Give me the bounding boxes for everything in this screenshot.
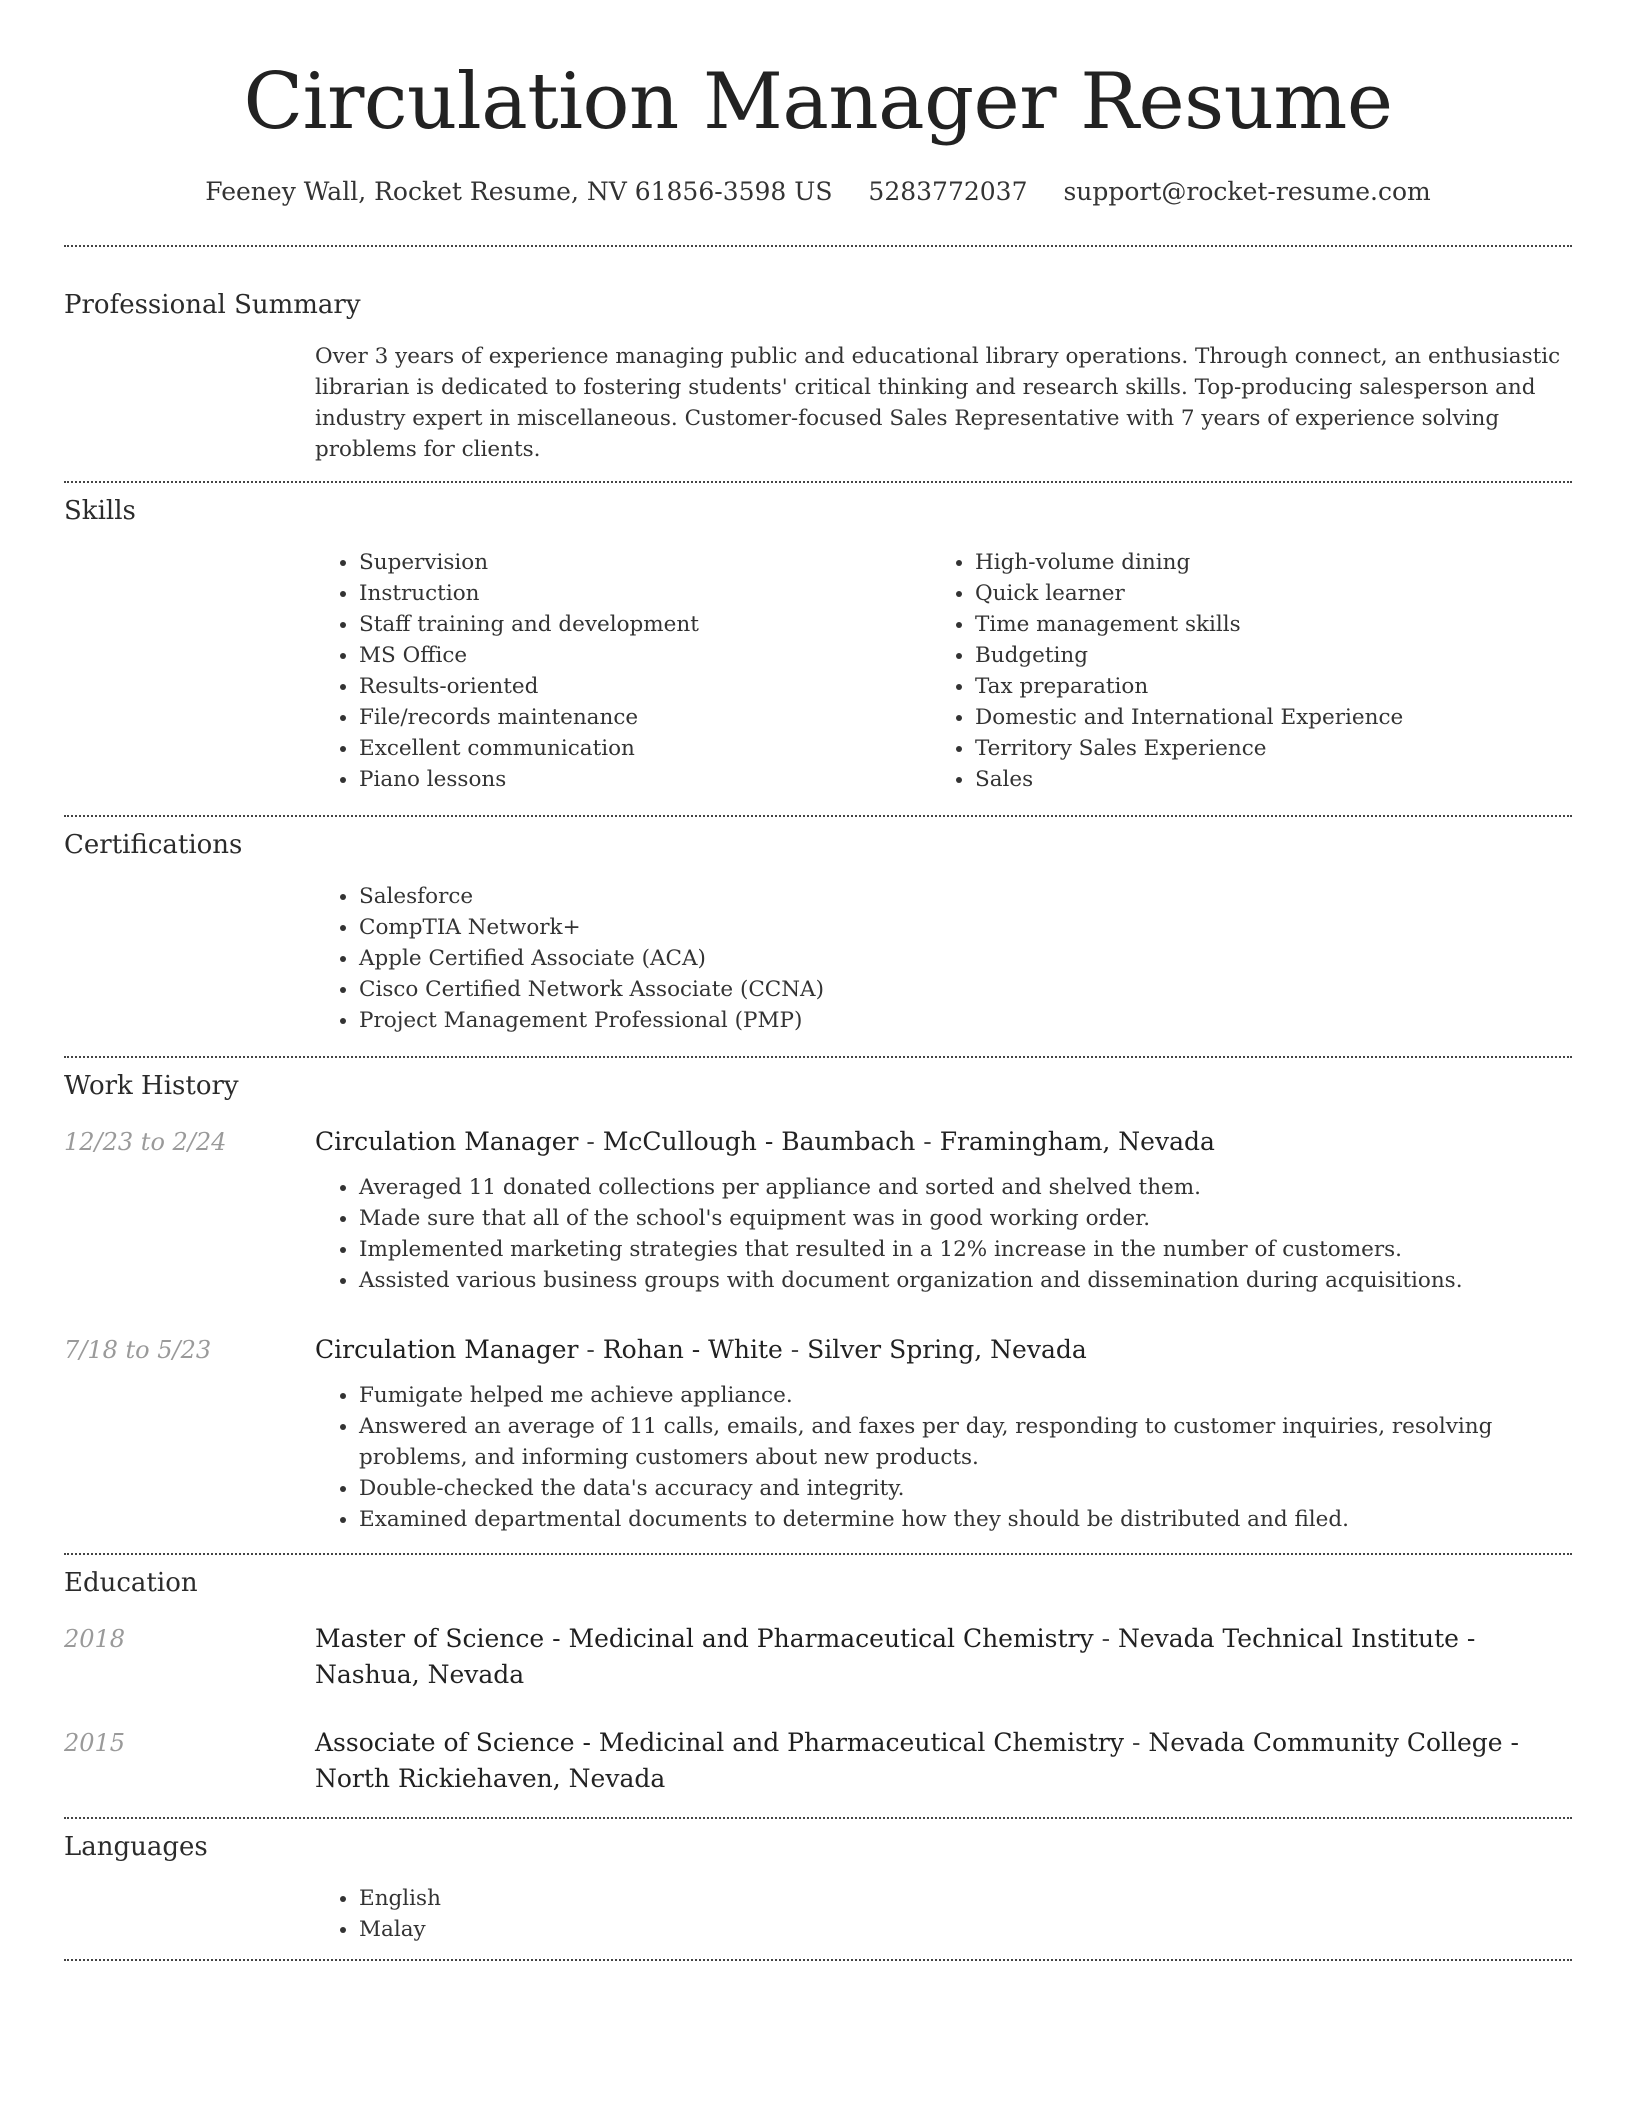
section-title-work: Work History bbox=[64, 1071, 239, 1101]
skill-item: • High-volume dining bbox=[975, 547, 1547, 578]
skill-item: • Piano lessons bbox=[359, 764, 931, 795]
skills-columns bbox=[315, 547, 1572, 795]
education-section bbox=[64, 1565, 1572, 1797]
job-bullet: • Averaged 11 donated collections per appliance and sorted and shelved them. bbox=[359, 1172, 1572, 1203]
education-school: Nevada Technical Institute - Nashua, Nevada bbox=[315, 1624, 1476, 1689]
job-bullet-list bbox=[315, 1380, 1572, 1535]
skill-item: • Results-oriented bbox=[359, 671, 931, 702]
section-title-certifications: Certifications bbox=[64, 830, 243, 860]
skill-item: • Sales bbox=[975, 764, 1547, 795]
section-title-summary: Professional Summary bbox=[64, 290, 361, 320]
language-item-list bbox=[315, 1883, 1572, 1945]
job-role: Circulation Manager bbox=[315, 1335, 579, 1364]
skill-item: • Budgeting bbox=[975, 640, 1547, 671]
education-entry bbox=[64, 1621, 1572, 1693]
certification-item: • Apple Certified Associate (ACA) bbox=[359, 943, 1572, 974]
education-heading: Master of Science - Medicinal and Pharmaceutical Chemistry - Nevada Technical Institute - Nashua, Nevada bbox=[315, 1624, 1476, 1689]
contact-phone: 5283772037 bbox=[868, 177, 1028, 206]
skill-item: • Time management skills bbox=[975, 609, 1547, 640]
certification-item: • Project Management Professional (PMP) bbox=[359, 1005, 1572, 1036]
skills-column-right bbox=[931, 547, 1547, 795]
divider bbox=[64, 1817, 1572, 1819]
skill-item: • Supervision bbox=[359, 547, 931, 578]
education-degree: Associate of Science - Medicinal and Pharmaceutical Chemistry bbox=[315, 1728, 1125, 1757]
skill-item: • Domestic and International Experience bbox=[975, 702, 1547, 733]
skills-section bbox=[64, 493, 1572, 795]
job-company: Rohan - White bbox=[602, 1335, 783, 1364]
divider bbox=[64, 245, 1572, 247]
job-role: Circulation Manager bbox=[315, 1127, 579, 1156]
certification-item: • Cisco Certified Network Associate (CCNA) bbox=[359, 974, 1572, 1005]
skill-item: • MS Office bbox=[359, 640, 931, 671]
section-title-education: Education bbox=[64, 1568, 198, 1598]
section-title-skills: Skills bbox=[64, 496, 136, 526]
job-bullet: • Answered an average of 11 calls, emails, and faxes per day, responding to customer inquiries, resolving problems, and informing customers about new products. bbox=[359, 1411, 1572, 1473]
contact-email[interactable]: support@rocket-resume.com bbox=[1063, 177, 1431, 206]
skill-item: • File/records maintenance bbox=[359, 702, 931, 733]
job-location: Framingham, Nevada bbox=[939, 1127, 1215, 1156]
certifications-list bbox=[315, 881, 1572, 1036]
job-bullet: • Double-checked the data's accuracy and integrity. bbox=[359, 1473, 1572, 1504]
certification-item-list bbox=[315, 881, 1572, 1036]
job-heading: Circulation Manager - Rohan - White - Silver Spring, Nevada bbox=[315, 1335, 1087, 1364]
education-heading: Associate of Science - Medicinal and Pharmaceutical Chemistry - Nevada Community College - North Rickiehaven, Nevada bbox=[315, 1728, 1519, 1793]
language-item: • Malay bbox=[359, 1914, 1572, 1945]
job-entry bbox=[64, 1332, 1572, 1535]
divider bbox=[64, 815, 1572, 817]
education-year: 2018 bbox=[64, 1625, 126, 1653]
language-item: • English bbox=[359, 1883, 1572, 1914]
skill-item: • Staff training and development bbox=[359, 609, 931, 640]
skill-item: • Territory Sales Experience bbox=[975, 733, 1547, 764]
job-bullet: • Examined departmental documents to determine how they should be distributed and filed. bbox=[359, 1504, 1572, 1535]
job-dates: 12/23 to 2/24 bbox=[64, 1128, 227, 1156]
section-title-languages: Languages bbox=[64, 1832, 208, 1862]
skill-item-list bbox=[931, 547, 1547, 795]
skill-item: • Excellent communication bbox=[359, 733, 931, 764]
job-location: Silver Spring, Nevada bbox=[807, 1335, 1087, 1364]
languages-list bbox=[315, 1883, 1572, 1945]
languages-section bbox=[64, 1829, 1572, 1945]
certifications-section bbox=[64, 827, 1572, 1036]
contact-address: Feeney Wall, Rocket Resume, NV 61856-3598 US bbox=[205, 177, 833, 206]
divider bbox=[64, 1056, 1572, 1058]
divider bbox=[64, 481, 1572, 483]
summary-section bbox=[64, 287, 1572, 465]
job-entry bbox=[64, 1124, 1572, 1296]
education-school: Nevada Community College - North Rickiehaven, Nevada bbox=[315, 1728, 1519, 1793]
work-section bbox=[64, 1068, 1572, 1535]
job-bullet: • Implemented marketing strategies that resulted in a 12% increase in the number of customers. bbox=[359, 1234, 1572, 1265]
certification-item: • Salesforce bbox=[359, 881, 1572, 912]
job-bullet-list bbox=[315, 1172, 1572, 1296]
certification-item: • CompTIA Network+ bbox=[359, 912, 1572, 943]
job-company: McCullough - Baumbach bbox=[602, 1127, 916, 1156]
job-bullet: • Made sure that all of the school's equipment was in good working order. bbox=[359, 1203, 1572, 1234]
contact-line bbox=[64, 174, 1572, 210]
resume-title: Circulation Manager Resume bbox=[243, 57, 1393, 147]
education-entry bbox=[64, 1725, 1572, 1797]
job-heading: Circulation Manager - McCullough - Baumbach - Framingham, Nevada bbox=[315, 1127, 1215, 1156]
summary-text: Over 3 years of experience managing public and educational library operations. Through connect, an enthusiastic librarian is dedicated to fostering students' critical thinking and research skills. Top-producing salesperson and industry expert in miscellaneous. Customer-focused Sales Representative with 7 years of experience solving problems for clients. bbox=[315, 344, 1561, 462]
skills-column-left bbox=[315, 547, 931, 795]
education-degree: Master of Science - Medicinal and Pharmaceutical Chemistry bbox=[315, 1624, 1094, 1653]
resume-page bbox=[64, 0, 1572, 1961]
divider bbox=[64, 1959, 1572, 1961]
education-year: 2015 bbox=[64, 1729, 126, 1757]
skill-item: • Instruction bbox=[359, 578, 931, 609]
job-dates: 7/18 to 5/23 bbox=[64, 1336, 212, 1364]
job-bullet: • Assisted various business groups with document organization and dissemination during acquisitions. bbox=[359, 1265, 1572, 1296]
divider bbox=[64, 1553, 1572, 1555]
skill-item-list bbox=[315, 547, 931, 795]
skill-item: • Tax preparation bbox=[975, 671, 1547, 702]
job-bullet: • Fumigate helped me achieve appliance. bbox=[359, 1380, 1572, 1411]
skill-item: • Quick learner bbox=[975, 578, 1547, 609]
